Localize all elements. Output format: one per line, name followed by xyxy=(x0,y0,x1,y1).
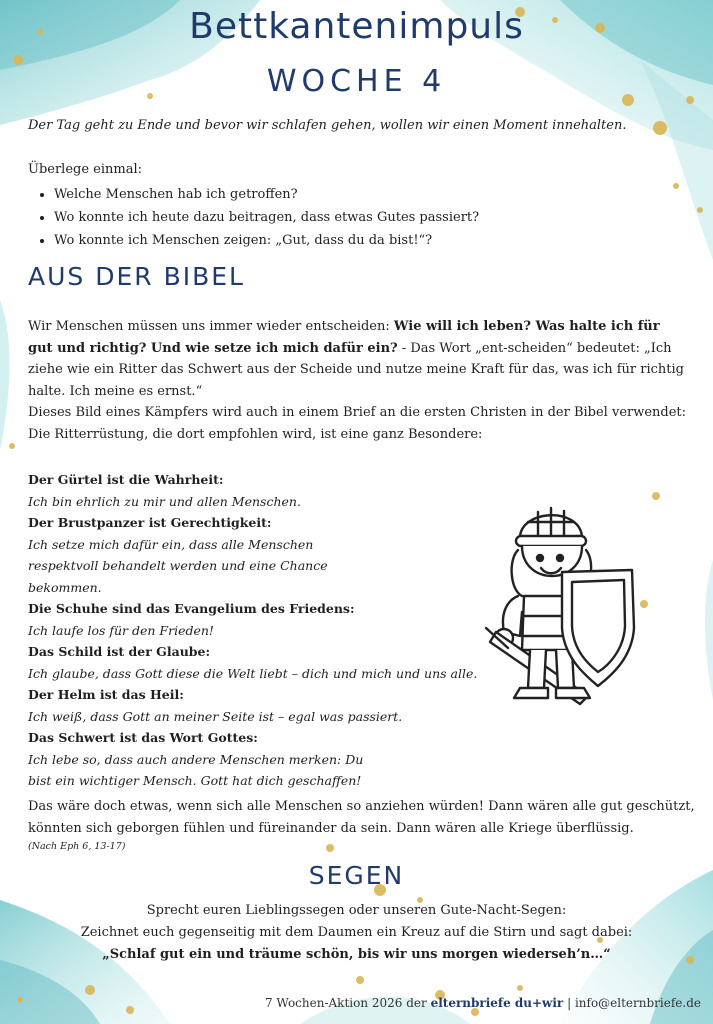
bible-text-armor-intro: Dieses Bild eines Kämpfers wird auch in einem Brief an die ersten Christen in der Bibel verwendet: Die Ritterrüstung, die dort empfohlen wird, ist eine ganz Besondere: xyxy=(28,405,687,442)
armor-text-sword: Ich lebe so, dass auch andere Menschen merken: Du bist ein wichtiger Mensch. Gott hat dich geschaffen! xyxy=(28,751,364,788)
footer-brand: elternbriefe du+wir xyxy=(430,996,564,1010)
blessing-line-2: Zeichnet euch gegenseitig mit dem Daumen ein Kreuz auf die Stirn und sagt dabei: xyxy=(80,925,633,940)
armor-label-helmet: Der Helm ist das Heil: xyxy=(28,687,184,702)
reflection-questions xyxy=(28,183,479,252)
page-title: Bettkantenimpuls xyxy=(189,6,524,47)
reflection-prompt: Überlege einmal: xyxy=(28,162,143,177)
list-item: • Welche Menschen hab ich getroffen? xyxy=(54,183,479,206)
armor-text-helmet: Ich weiß, dass Gott an meiner Seite ist – egal was passiert. xyxy=(28,708,403,724)
armor-label-breastplate: Der Brustpanzer ist Gerechtigkeit: xyxy=(28,515,272,530)
knight-illustration xyxy=(478,500,643,715)
footer-separator: | xyxy=(563,996,575,1010)
armor-text-shoes: Ich laufe los für den Frieden! xyxy=(28,622,214,638)
list-item: • Wo konnte ich heute dazu beitragen, dass etwas Gutes passiert? xyxy=(54,206,479,229)
armor-label-shield: Das Schild ist der Glaube: xyxy=(28,644,211,659)
armor-label-sword: Das Schwert ist das Wort Gottes: xyxy=(28,730,258,745)
armor-text-belt: Ich bin ehrlich zu mir und allen Menschen. xyxy=(28,493,301,509)
armor-list xyxy=(28,469,478,792)
footer-prefix: 7 Wochen-Aktion 2026 der xyxy=(264,996,431,1010)
bible-heading: AUS DER BIBEL xyxy=(28,262,245,291)
bible-text-end: - Das Wort „ent-scheiden“ bedeutet: „Ich ziehe wie ein Ritter das Schwert aus der Scheide und nutze meine Kraft für das, was ich für richtig halte. Ich meine es ernst.“ xyxy=(28,340,684,399)
page-subtitle: WOCHE 4 xyxy=(266,64,447,99)
bible-text-questions: Wie will ich leben? Was halte ich für gut und richtig? Und wie setze ich mich dafür ein? xyxy=(28,319,660,356)
armor-label-belt: Der Gürtel ist die Wahrheit: xyxy=(28,472,224,487)
armor-label-shoes: Die Schuhe sind das Evangelium des Friedens: xyxy=(28,601,355,616)
blessing-line-3: „Schlaf gut ein und träume schön, bis wir uns morgen wiederseh’n…“ xyxy=(102,947,611,962)
blessing-line-1: Sprecht euren Lieblingssegen oder unseren Gute-Nacht-Segen: xyxy=(146,903,567,918)
bible-text-start: Wir Menschen müssen uns immer wieder entscheiden: xyxy=(28,319,394,334)
armor-text-shield: Ich glaube, dass Gott diese die Welt liebt – dich und mich und uns alle. xyxy=(28,665,478,681)
intro-text: Der Tag geht zu Ende und bevor wir schlafen gehen, wollen wir einen Moment innehalten. xyxy=(28,118,627,133)
bible-reference: (Nach Eph 6, 13-17) xyxy=(28,841,126,852)
closing-text: Das wäre doch etwas, wenn sich alle Menschen so anziehen würden! Dann wären alle gut geschützt, könnten sich geborgen fühlen und füreinander da sein. Dann wären alle Kriege überflüssig. xyxy=(28,799,695,836)
list-item: • Wo konnte ich Menschen zeigen: „Gut, dass du da bist!“? xyxy=(54,229,479,252)
footer-email[interactable]: info@elternbriefe.de xyxy=(574,996,701,1010)
bible-text xyxy=(28,316,688,445)
blessing-heading: SEGEN xyxy=(308,861,405,890)
footer xyxy=(265,996,701,1010)
blessing-text xyxy=(0,900,713,966)
armor-text-breastplate: Ich setze mich dafür ein, dass alle Menschen respektvoll behandelt werden und eine Chance bekommen. xyxy=(28,536,328,595)
